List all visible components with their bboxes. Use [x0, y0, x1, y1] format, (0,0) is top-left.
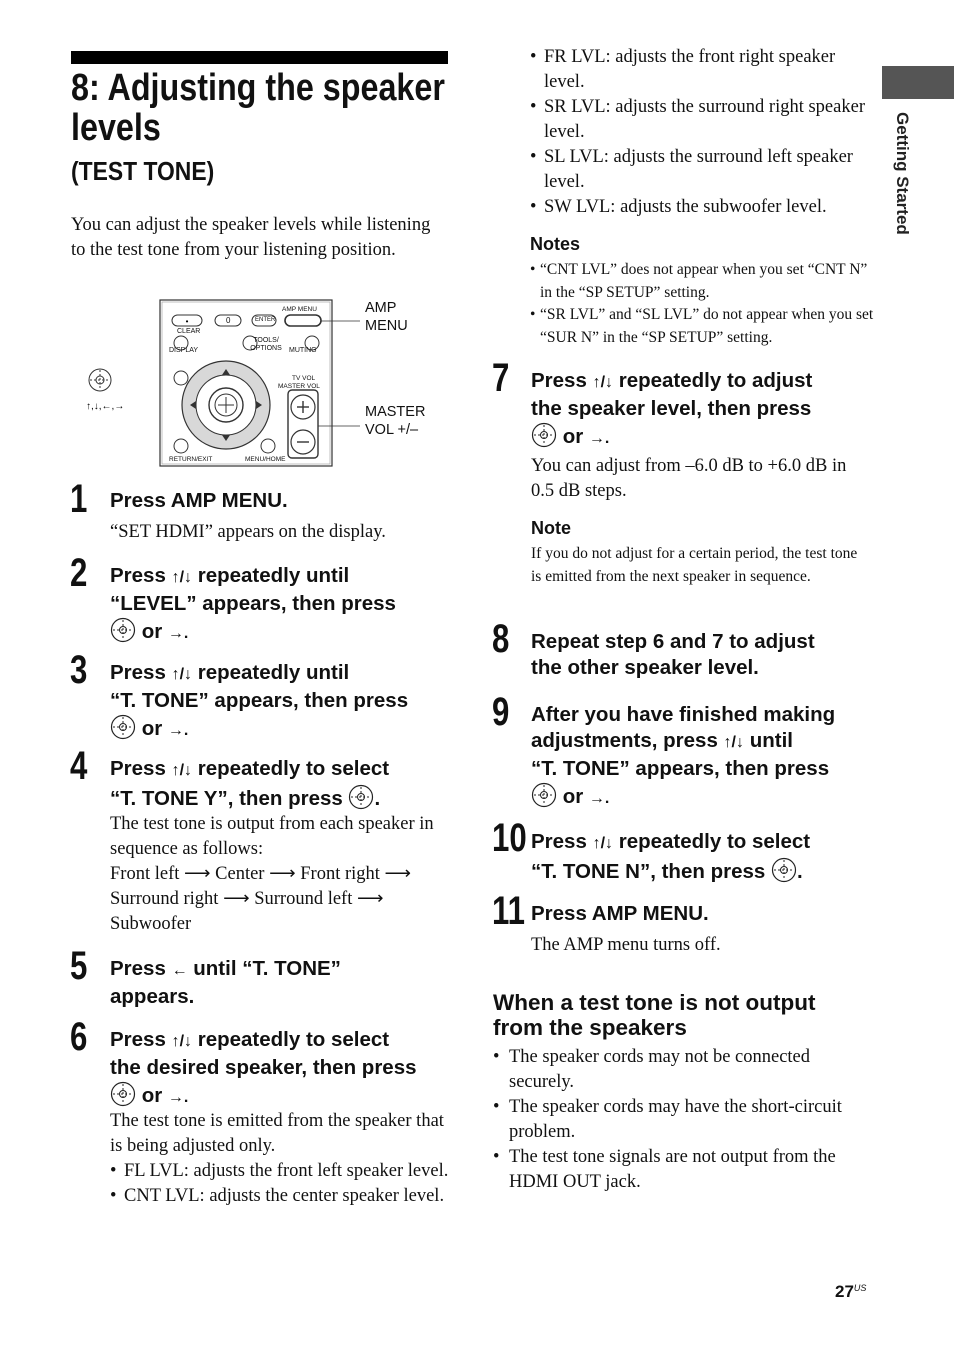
svg-text:↑,↓,←,→: ↑,↓,←,→ [86, 401, 125, 412]
notes-heading: Notes [530, 234, 581, 254]
step-10-number: 10 [492, 816, 527, 860]
step-2-text-d: or [136, 620, 168, 643]
step-2-text-b: repeatedly until [192, 564, 350, 587]
list-item: • SL LVL: adjusts the surround left speaker level. [530, 145, 875, 195]
step-2-number: 2 [70, 551, 88, 595]
step-8-line1: Repeat step 6 and 7 to adjust [531, 630, 815, 653]
step-4-text-b: repeatedly to select [192, 757, 390, 780]
step-10-heading: Press ↑/↓ repeatedly to select “T. TONE N”, then press . [531, 830, 811, 883]
step-3-text-a: Press [110, 661, 172, 684]
step-1-heading: Press AMP MENU. [110, 489, 288, 512]
step-7-text-a: Press [531, 369, 593, 392]
arrow-right-icon: ⟶ [269, 864, 296, 884]
step-9-text-c: “T. TONE” appears, then press [531, 757, 830, 780]
note-item: • “CNT LVL” does not appear when you set “CNT N” in the “SP SETUP” setting. [530, 259, 875, 304]
step-6-bullets-right [530, 45, 875, 220]
sequence-item: Surround right [110, 889, 219, 909]
step-3-text-b: repeatedly until [192, 661, 350, 684]
callout-amp-menu-line2: MENU [365, 318, 408, 334]
remote-label-enter: ENTER [255, 317, 276, 323]
step-6-bullets-left [110, 1159, 450, 1209]
page-number-suffix: US [853, 1283, 867, 1293]
step-4-text-a: Press [110, 757, 172, 780]
list-item: • FL LVL: adjusts the front left speaker level. [110, 1159, 450, 1184]
arrow-right-icon: ⟶ [184, 864, 211, 884]
remote-label-clear: CLEAR [177, 328, 201, 335]
step-7-number: 7 [492, 356, 510, 400]
step-9-heading [531, 702, 876, 812]
remote-label-mastervol: MASTER VOL [278, 383, 320, 390]
step-6-text-c: the desired speaker, then press [110, 1056, 417, 1079]
remote-label-tools: TOOLS/ OPTIONS [250, 337, 282, 352]
step-11-body: The AMP menu turns off. [531, 935, 721, 955]
step-7-text-d: or [557, 425, 589, 448]
remote-label-display: DISPLAY [169, 347, 199, 354]
remote-illustration [80, 298, 452, 470]
callout-amp-menu-line1: AMP [365, 300, 397, 316]
step-2-text-c: “LEVEL” appears, then press [110, 592, 396, 615]
step-5-heading [110, 956, 455, 1010]
step-4-heading: Press ↑/↓ repeatedly to select “T. TONE Y”, then press . [110, 757, 390, 810]
list-item: • The speaker cords may not be connected securely. [493, 1045, 873, 1095]
up-down-arrow-icon: ↑/↓ [171, 1033, 193, 1050]
step-6-text-a: Press [110, 1028, 172, 1051]
callout-master-vol-line2: VOL +/– [365, 422, 419, 438]
step-3-text-c: “T. TONE” appears, then press [110, 689, 409, 712]
page-number [835, 1282, 866, 1302]
note-item: • “SR LVL” and “SL LVL” do not appear when you set “SUR N” in the “SP SETUP” setting. [530, 304, 875, 349]
remote-label-muting: MUTING [289, 347, 317, 354]
intro-paragraph: You can adjust the speaker levels while listening to the test tone from your listening position. [71, 215, 431, 260]
callout-master-vol-line1: MASTER [365, 404, 426, 420]
troubleshoot-list [493, 1045, 873, 1195]
step-3-heading [110, 660, 455, 744]
remote-label-tvvol: TV VOL [292, 375, 316, 382]
notes-list [530, 259, 875, 349]
step-4-text-c: “T. TONE Y”, then press [110, 787, 349, 810]
sequence-item: Surround left [254, 889, 353, 909]
remote-label-menu: MENU/HOME [245, 456, 286, 463]
enter-button-icon [110, 714, 136, 740]
step-10-text-b: repeatedly to select [613, 830, 811, 853]
step-9-text-b: until [744, 729, 793, 752]
title-rule [71, 51, 448, 64]
up-down-arrow-icon: ↑/↓ [723, 734, 744, 751]
right-arrow-icon: →. [167, 722, 189, 739]
step-7-text-b: repeatedly to adjust [613, 369, 813, 392]
page-title-line1: 8: Adjusting the speaker [71, 67, 445, 109]
enter-button-icon [110, 617, 136, 643]
step-1-body: “SET HDMI” appears on the display. [110, 522, 386, 542]
sequence-item: Center [215, 864, 265, 884]
step-9-number: 9 [492, 690, 510, 734]
enter-button-icon [110, 1081, 136, 1107]
up-down-arrow-icon: ↑/↓ [171, 762, 193, 779]
step-5-number: 5 [70, 944, 88, 988]
sidebar-tab-label: Getting Started [893, 112, 912, 235]
callout-amp-menu [365, 299, 408, 335]
step-8-heading [531, 629, 876, 681]
step-3-number: 3 [70, 648, 88, 692]
step-11-heading: Press AMP MENU. [531, 902, 709, 925]
page-title-line2: levels [71, 107, 161, 149]
step-2-text-a: Press [110, 564, 172, 587]
list-item: • SW LVL: adjusts the subwoofer level. [530, 195, 875, 220]
enter-button-icon [348, 784, 374, 810]
step-7-text-c: the speaker level, then press [531, 397, 812, 420]
remote-label-amp-menu: AMP MENU [282, 306, 317, 313]
step-5-text-b: until “T. TONE” [187, 957, 341, 980]
enter-button-icon [531, 422, 557, 448]
list-item: • The speaker cords may have the short-circuit problem. [493, 1095, 873, 1145]
step-11-number: 11 [492, 889, 525, 933]
troubleshoot-heading [493, 990, 815, 1040]
step-1-number: 1 [70, 477, 88, 521]
step-2-heading [110, 563, 455, 647]
page-subtitle: (TEST TONE) [71, 156, 215, 186]
arrow-right-icon: ⟶ [356, 889, 384, 909]
step-3-text-d: or [136, 717, 168, 740]
step-10-text-c: “T. TONE N”, then press [531, 860, 771, 883]
enter-button-icon [771, 857, 797, 883]
svg-text:•: • [185, 317, 189, 326]
step-10-text-a: Press [531, 830, 593, 853]
up-down-arrow-icon: ↑/↓ [592, 835, 614, 852]
enter-button-icon [531, 782, 557, 808]
step-9-line1: After you have finished making [531, 703, 836, 726]
step-4-body: The test tone is output from each speaker in sequence as follows: [110, 814, 434, 859]
remote-label-return: RETURN/EXIT [169, 456, 213, 463]
remote-label-zero: 0 [226, 316, 231, 325]
step-7-heading [531, 368, 876, 452]
step-6-text-d: or [136, 1084, 168, 1107]
sequence-item: Front right [300, 864, 380, 884]
right-arrow-icon: →. [588, 430, 610, 447]
step-9-text-d: or [557, 785, 589, 808]
list-item: • CNT LVL: adjusts the center speaker level. [110, 1184, 450, 1209]
step-7-body: You can adjust from –6.0 dB to +6.0 dB in 0.5 dB steps. [531, 456, 847, 501]
arrow-right-icon: ⟶ [384, 864, 412, 884]
step-6-heading [110, 1027, 455, 1111]
speaker-sequence [110, 862, 450, 937]
right-arrow-icon: →. [588, 790, 610, 807]
sidebar-tab-marker [882, 66, 954, 99]
up-down-arrow-icon: ↑/↓ [592, 374, 614, 391]
callout-master-vol [365, 403, 425, 439]
right-arrow-icon: →. [167, 625, 189, 642]
step-6-number: 6 [70, 1015, 88, 1059]
sequence-item: Front left [110, 864, 180, 884]
arrow-right-icon: ⟶ [223, 889, 250, 909]
step-8-line2: the other speaker level. [531, 656, 759, 679]
list-item: • SR LVL: adjusts the surround right speaker level. [530, 95, 875, 145]
step-8-number: 8 [492, 617, 510, 661]
left-arrow-icon: ← [171, 962, 188, 979]
step-9-text-a: adjustments, press [531, 729, 724, 752]
list-item: • FR LVL: adjusts the front right speaker level. [530, 45, 875, 95]
step-5-text-a: Press [110, 957, 172, 980]
sequence-item: Subwoofer [110, 914, 192, 934]
step-6-body: The test tone is emitted from the speaker that is being adjusted only. [110, 1111, 444, 1156]
step-6-text-b: repeatedly to select [192, 1028, 390, 1051]
step-7-note-heading: Note [531, 518, 571, 538]
list-item: • The test tone signals are not output from the HDMI OUT jack. [493, 1145, 873, 1195]
up-down-arrow-icon: ↑/↓ [171, 666, 193, 683]
right-arrow-icon: →. [167, 1089, 189, 1106]
step-5-text-c: appears. [110, 985, 195, 1008]
step-7-note: If you do not adjust for a certain period, the test tone is emitted from the next speaker in sequence. [531, 545, 858, 585]
troubleshoot-heading-line2: from the speakers [493, 1015, 687, 1040]
page-number-value: 27 [835, 1282, 854, 1301]
troubleshoot-heading-line1: When a test tone is not output [493, 990, 816, 1015]
up-down-arrow-icon: ↑/↓ [171, 569, 193, 586]
step-4-number: 4 [70, 744, 88, 788]
